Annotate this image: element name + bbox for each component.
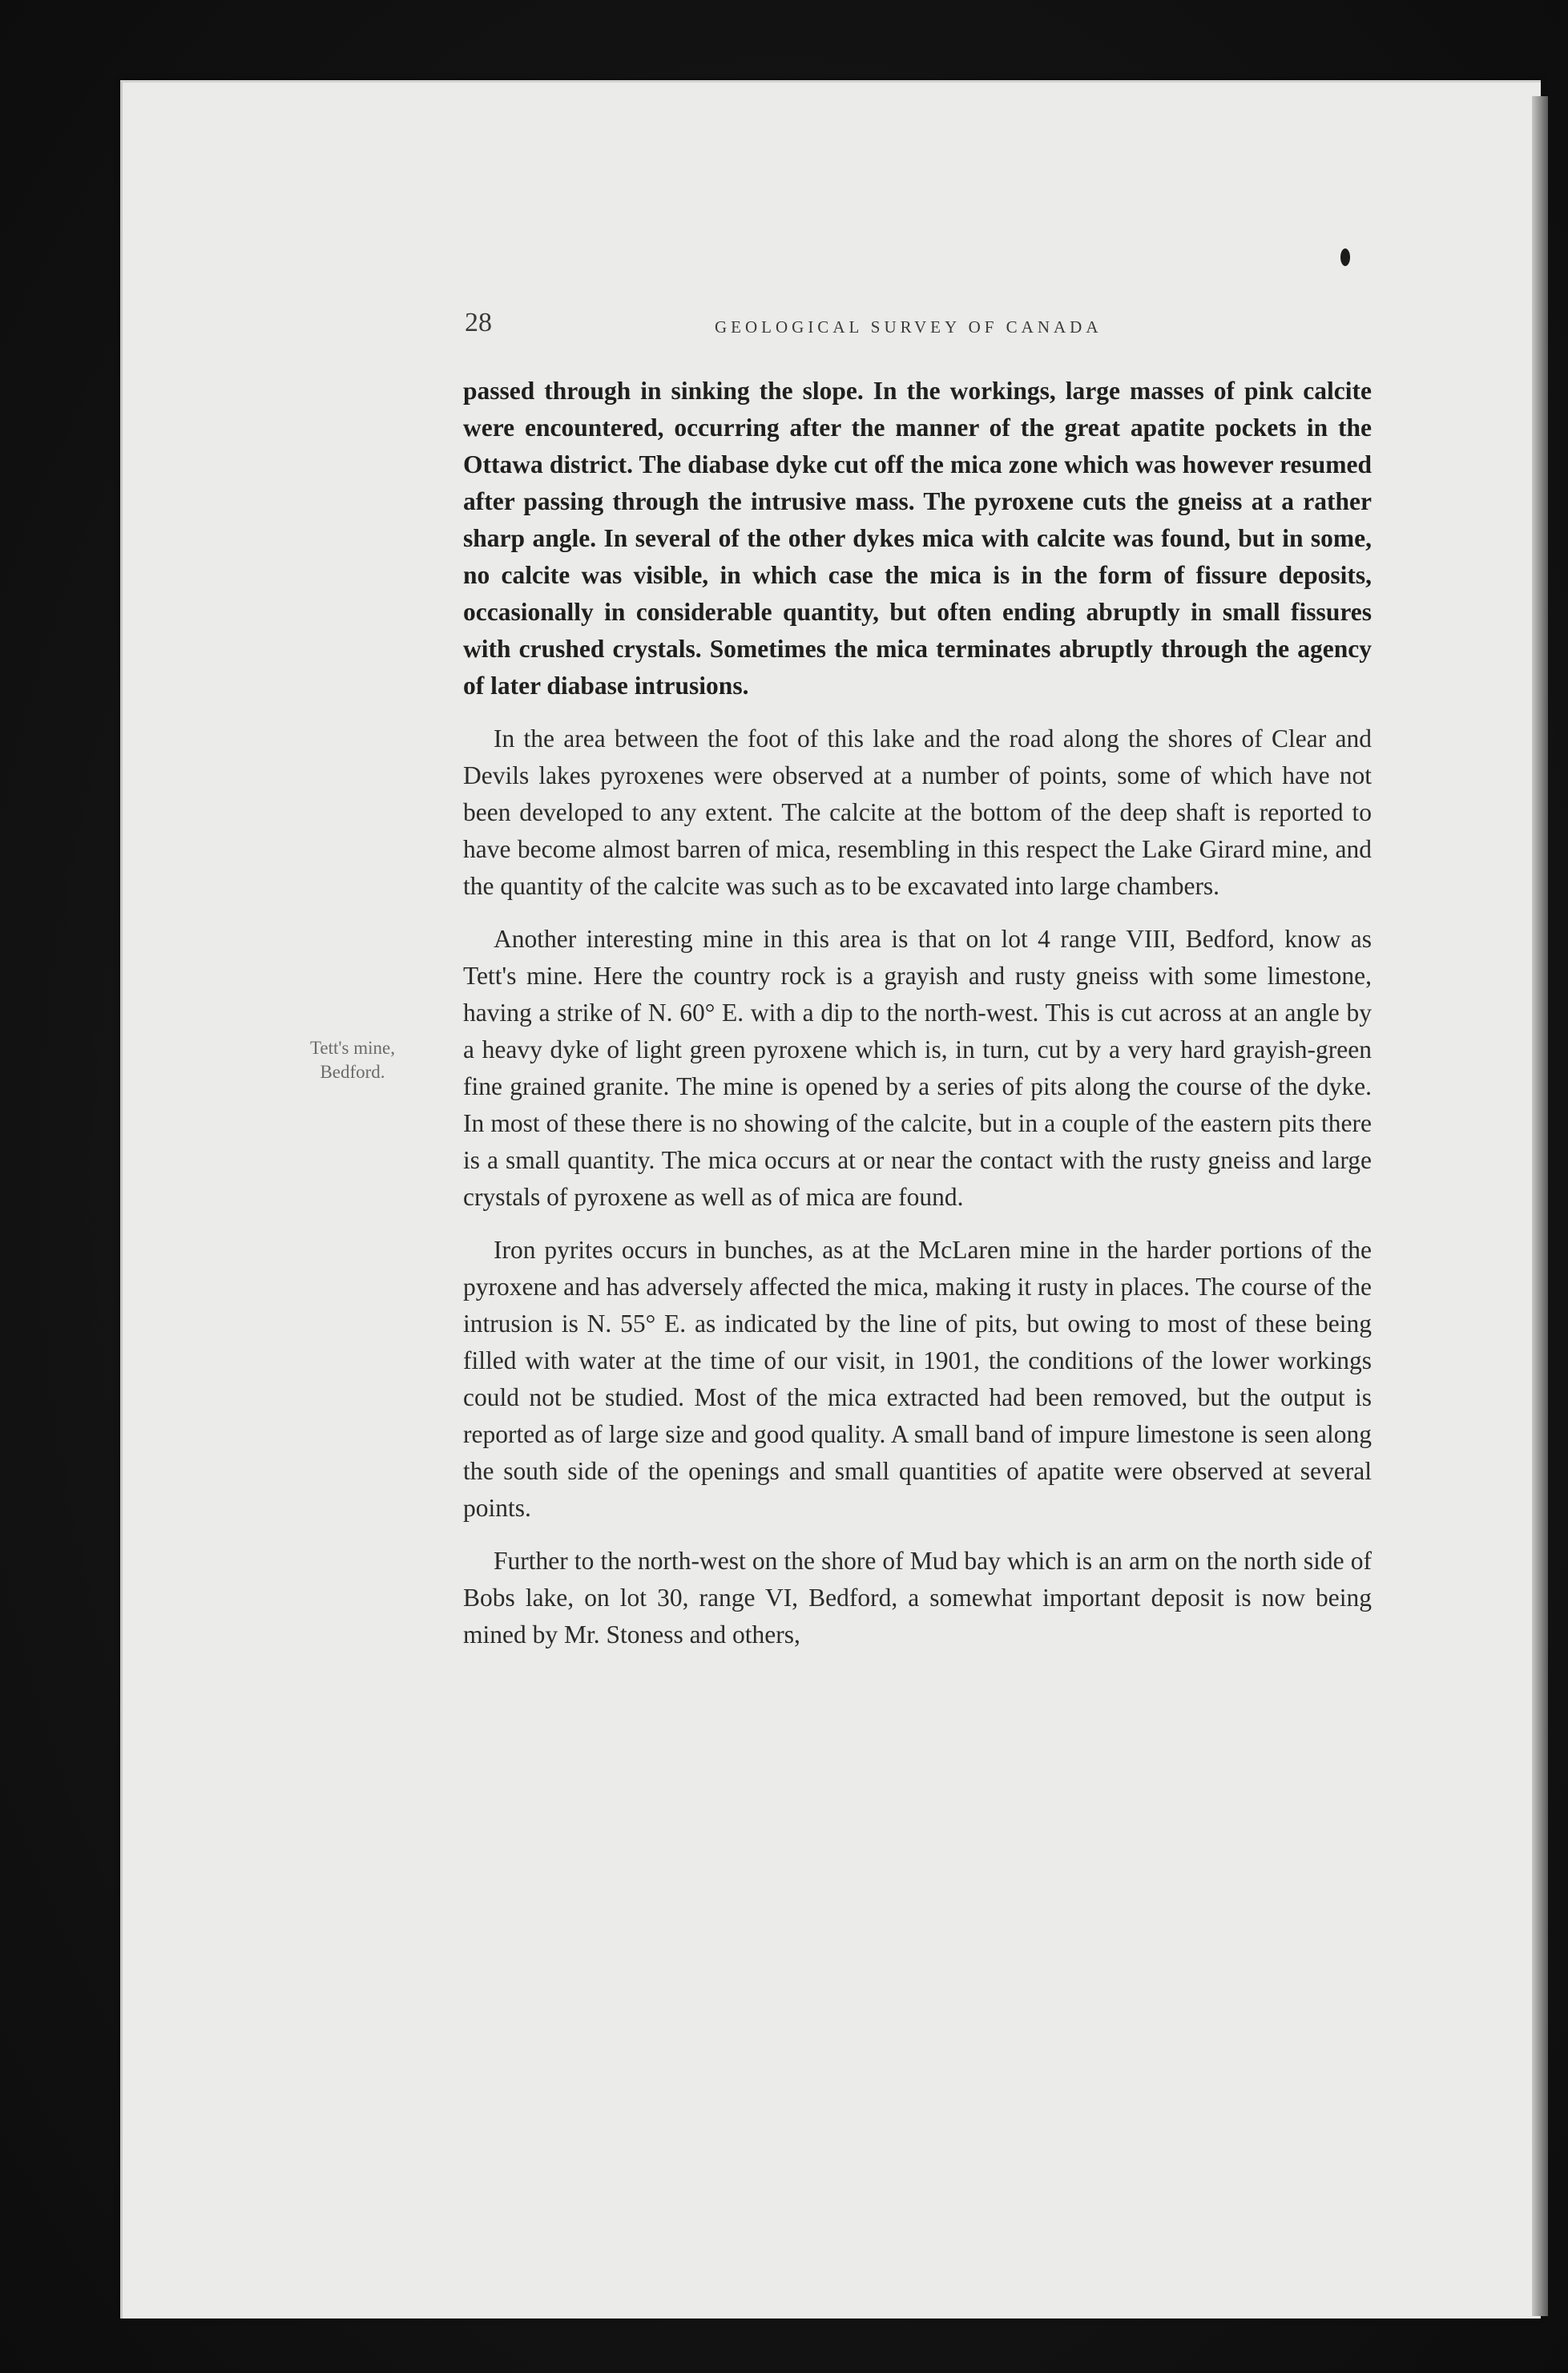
running-header — [465, 308, 1370, 343]
margin-note-line: Bedford. — [320, 1062, 385, 1082]
paragraph: Another interesting mine in this area is that on lot 4 range VIII, Bedford, know as Tett's mine. Here the country rock is a grayish and rusty gneiss with some limestone, having a strike of N. 60° E. with a dip to the north-west. This is cut across at an angle by a heavy dyke of light green pyroxene which is, in turn, cut by a very hard grayish-green fine grained granite. The mine is opened by a series of pits along the course of the dyke. In most of these there is no showing of the calcite, but in a couple of the eastern pits there is a small quantity. The mica occurs at or near the contact with the rusty gneiss and large crystals of pyroxene as well as of mica are found. — [463, 925, 1372, 1211]
paragraph: passed through in sinking the slope. In the workings, large masses of pink calcite were encountered, occurring after the manner of the great apatite pockets in the Ottawa district. The diabase dyke cut off the mica zone which was however resumed after passing through the intrusive mass. The pyroxene cuts the gneiss at a rather sharp angle. In several of the other dykes mica with calcite was found, but in some, no calcite was visible, in which case the mica is in the form of fissure deposits, occasionally in considerable quantity, but often ending abruptly in small fissures with crushed crystals. Sometimes the mica terminates abruptly through the agency of later diabase intrusions. — [463, 377, 1372, 700]
paragraph: Further to the north-west on the shore of Mud bay which is an arm on the north side of Bobs lake, on lot 30, range VI, Bedford, a somewhat important deposit is now being mined by Mr. Stoness and others, — [463, 1547, 1372, 1649]
page-number: 28 — [465, 308, 492, 337]
margin-note-line: Tett's mine, — [309, 1038, 395, 1058]
ink-blot — [1340, 248, 1350, 266]
body-text — [463, 373, 1372, 1669]
paragraph: In the area between the foot of this lake and the road along the shores of Clear and Devils lakes pyroxenes were observed at a number of points, some of which have not been developed to any extent. The calcite at the bottom of the deep shaft is reported to have become almost barren of mica, resembling in this respect the Lake Girard mine, and the quantity of the calcite was such as to be excavated into large chambers. — [463, 724, 1372, 900]
page-edge-shadow — [1532, 96, 1548, 2316]
margin-note — [296, 1036, 409, 1084]
running-title: GEOLOGICAL SURVEY OF CANADA — [715, 317, 1102, 337]
paragraph: Iron pyrites occurs in bunches, as at the McLaren mine in the harder portions of the pyroxene and has adversely affected the mica, making it rusty in places. The course of the intrusion is N. 55° E. as indicated by the line of pits, but owing to most of these being filled with water at the time of our visit, in 1901, the conditions of the lower workings could not be studied. Most of the mica extracted had been removed, but the output is reported as of large size and good quality. A small band of impure limestone is seen along the south side of the openings and small quantities of apatite were observed at several points. — [463, 1236, 1372, 1522]
